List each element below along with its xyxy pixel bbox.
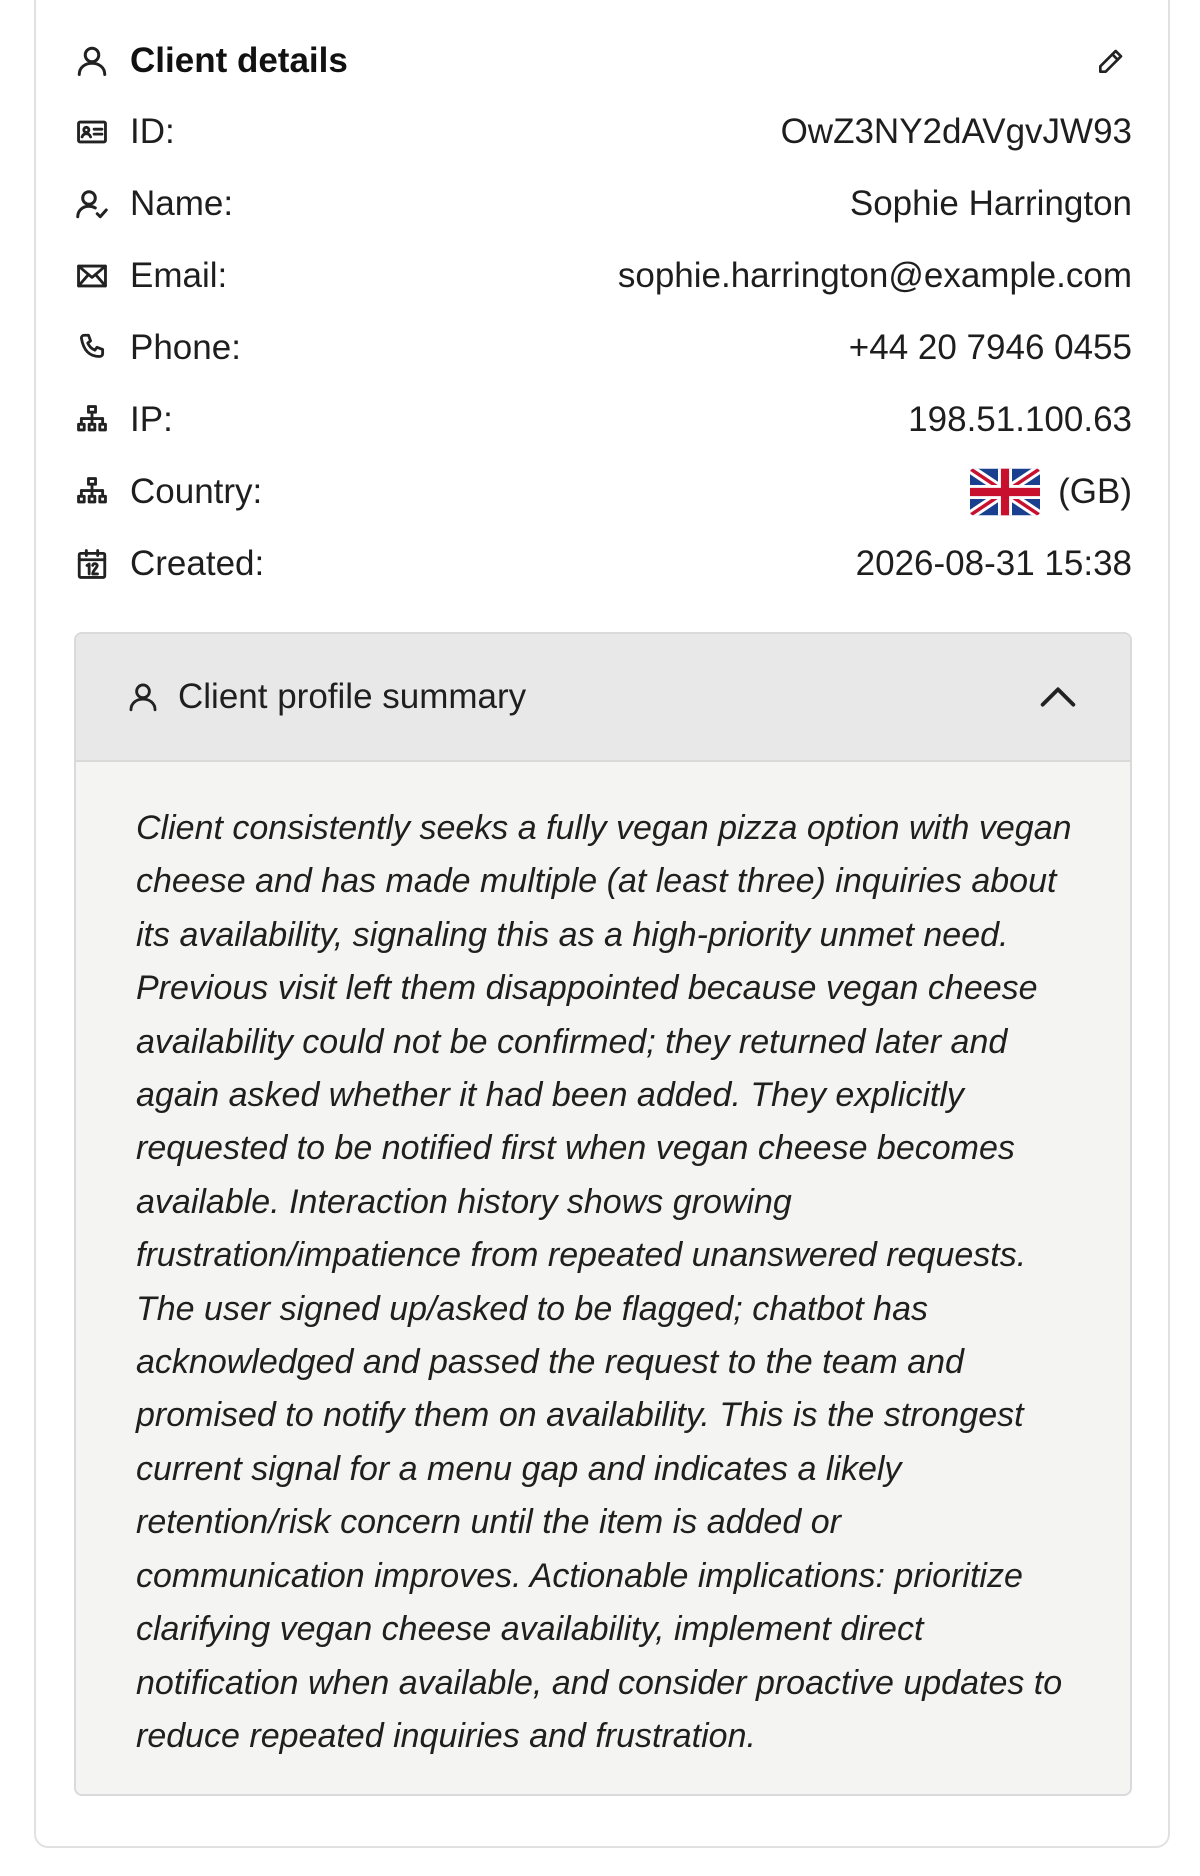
- phone-label: Phone:: [130, 328, 241, 367]
- chevron-up-icon[interactable]: [1034, 673, 1082, 721]
- created-value: 2026-08-31 15:38: [855, 544, 1132, 583]
- detail-row-email: [72, 240, 1132, 312]
- network-icon: [72, 472, 112, 512]
- pencil-icon: [1095, 45, 1127, 77]
- client-details-list: [72, 96, 1132, 600]
- client-details-header: [72, 34, 1132, 88]
- phone-value[interactable]: +44 20 7946 0455: [848, 328, 1132, 367]
- detail-row-id: [72, 96, 1132, 168]
- detail-row-country: [72, 456, 1132, 528]
- phone-icon: [72, 328, 112, 368]
- calendar-icon: [72, 544, 112, 584]
- country-code: (GB): [1058, 472, 1132, 511]
- detail-row-phone: [72, 312, 1132, 384]
- network-icon: [72, 400, 112, 440]
- created-label: Created:: [130, 544, 265, 583]
- detail-row-created: [72, 528, 1132, 600]
- country-value: [970, 468, 1132, 516]
- profile-summary-title: Client profile summary: [178, 677, 527, 716]
- email-value[interactable]: sophie.harrington@example.com: [617, 256, 1132, 295]
- user-icon: [126, 680, 160, 714]
- id-value: OwZ3NY2dAVgvJW93: [780, 112, 1132, 151]
- ip-value: 198.51.100.63: [908, 400, 1132, 439]
- country-label: Country:: [130, 472, 263, 511]
- profile-summary-toggle[interactable]: [76, 634, 1130, 762]
- profile-summary-accordion: [74, 632, 1132, 1796]
- detail-row-ip: [72, 384, 1132, 456]
- uk-flag-icon: [970, 468, 1040, 516]
- name-label: Name:: [130, 184, 234, 223]
- edit-button[interactable]: [1090, 40, 1132, 82]
- user-icon: [72, 41, 112, 81]
- client-details-title: Client details: [130, 41, 348, 80]
- profile-summary-text: Client consistently seeks a fully vegan pizza option with vegan cheese and has made multiple (at least three) inquiries about its availability, signaling this as a high-priority unmet need. Previous visit left them disappointed because vegan cheese availability could not be confirmed; they returned later and again asked whether it had been added. They explicitly requested to be notified first when vegan cheese becomes available. Interaction history shows growing frustration/impatience from repeated unanswered requests. The user signed up/asked to be flagged; chatbot has acknowledged and passed the request to the team and promised to notify them on availability. This is the strongest current signal for a menu gap and indicates a likely retention/risk concern until the item is added or communication improves. Actionable implications: prioritize clarifying vegan cheese availability, implement direct notification when available, and consider proactive updates to reduce repeated inquiries and frustration.: [136, 809, 1072, 1755]
- id-label: ID:: [130, 112, 175, 151]
- user-check-icon: [72, 184, 112, 224]
- envelope-icon: [72, 256, 112, 296]
- ip-label: IP:: [130, 400, 173, 439]
- email-label: Email:: [130, 256, 228, 295]
- id-card-icon: [72, 112, 112, 152]
- name-value: Sophie Harrington: [849, 184, 1132, 223]
- detail-row-name: [72, 168, 1132, 240]
